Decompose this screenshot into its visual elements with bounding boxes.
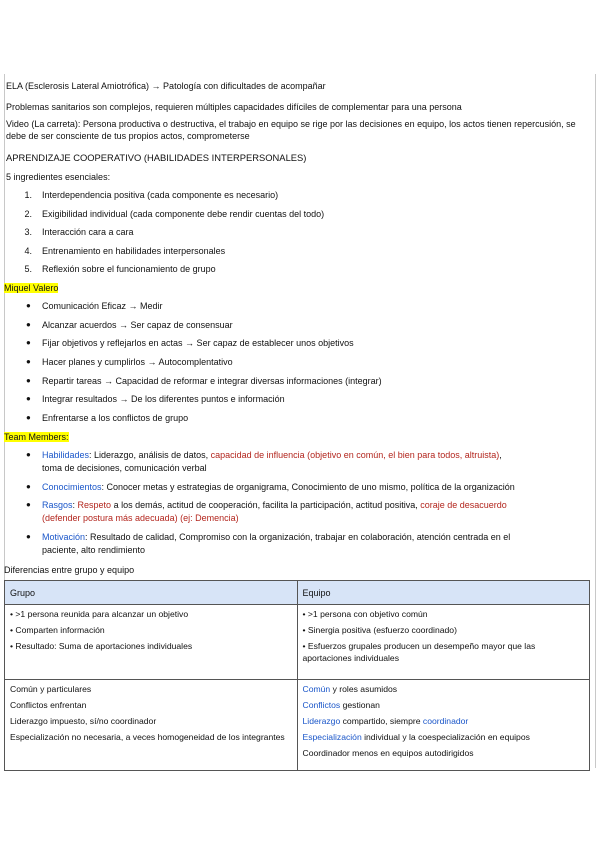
header-equipo: Equipo (297, 581, 590, 605)
bullet-icon: ● (26, 394, 31, 403)
comparison-table (4, 580, 590, 771)
ela-line: ELA (Esclerosis Lateral Amiotrófica) → Patología con dificultades de acompañar (6, 81, 326, 91)
cell-grupo-1: • >1 persona reunida para alcanzar un objetivo • Comparten información • Resultado: Suma de aportaciones individuales (5, 605, 298, 680)
list-item-motivacion: ● Motivación: Resultado de calidad, Compromiso con la organización, trabajar en colaboración, atención centrada en el paciente, alto rendimiento (26, 532, 511, 555)
cell-equipo-1: • >1 persona con objetivo común • Sinergia positiva (esfuerzo coordinado) • Esfuerzos grupales producen un desempeño mayor que las aportaciones individuales (297, 605, 590, 680)
bullet-icon: ● (26, 482, 31, 491)
cell-equipo-2: Común y roles asumidos Conflictos gestionan Liderazgo compartido, siempre coordinador Especialización individual y la coespecialización en equipos Coordinador menos en equipos autodirigidos (297, 680, 590, 771)
problemas-line: Problemas sanitarios son complejos, requieren múltiples capacidades difíciles de complementar para una persona (6, 102, 462, 112)
table-header-row (5, 581, 590, 605)
bullet-icon: ● (26, 532, 31, 541)
bullet-icon: ● (26, 338, 31, 347)
header-grupo: Grupo (5, 581, 298, 605)
ingredientes-title: 5 ingredientes esenciales: (6, 172, 111, 182)
bullet-icon: ● (26, 357, 31, 366)
section-heading: APRENDIZAJE COOPERATIVO (HABILIDADES INTERPERSONALES) (6, 152, 307, 163)
bullet-icon: ● (26, 450, 31, 459)
bullet-icon: ● (26, 301, 31, 310)
list-item-habilidades: ● Habilidades: Liderazgo, análisis de datos, capacidad de influencia (objetivo en común, el bien para todos, altruista), toma de decisiones, comunicación verbal (26, 450, 502, 473)
bullet-icon: ● (26, 500, 31, 509)
table-row (5, 680, 590, 771)
bullet-icon: ● (26, 320, 31, 329)
cell-grupo-2: Común y particulares Conflictos enfrentan Liderazgo impuesto, sí/no coordinador Especialización no necesaria, a veces homogeneidad de los integrantes (5, 680, 298, 771)
valero-title: Miquel Valero (4, 283, 59, 293)
table-row (5, 605, 590, 680)
bullet-icon: ● (26, 376, 31, 385)
list-item-rasgos: ● Rasgos: Respeto a los demás, actitud de cooperación, facilita la participación, actitud positiva, coraje de desacuerdo (defender postura más adecuada) (ej: Demencia) (26, 500, 507, 523)
diferencias-title: Diferencias entre grupo y equipo (4, 565, 135, 575)
team-title: Team Members: (4, 432, 69, 442)
bullet-icon: ● (26, 413, 31, 422)
video-paragraph: Video (La carreta): Persona productiva o destructiva, el trabajo en equipo se rige por las decisiones en equipo, los actos tienen repercusión, se debe de ser consciente de tus propios actos, comprometerse (6, 119, 576, 141)
